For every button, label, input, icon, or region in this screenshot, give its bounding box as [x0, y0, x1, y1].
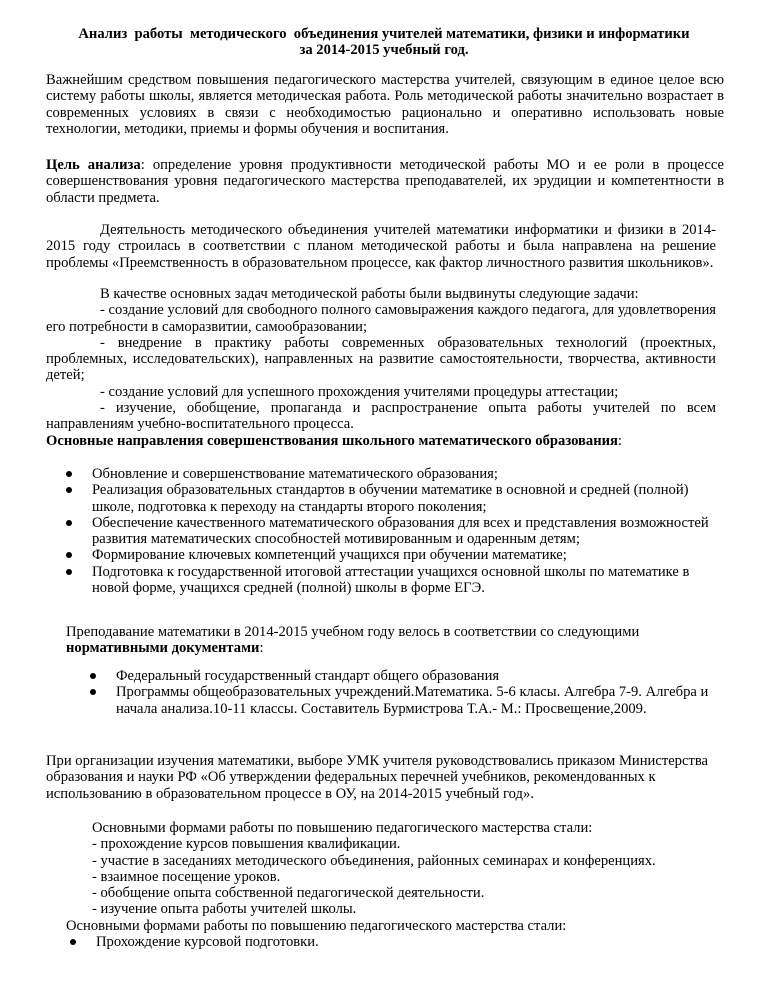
- activity-paragraph: Деятельность методического объединения учителей математики информатики и физики в 2014-2015 году строилась в соответствии с планом методической работы и была направлена на решение проблемы «Преемственность в образовательном процессе, как фактор личностного развития школьников».: [46, 222, 716, 271]
- list-item-text: Федеральный государственный стандарт общего образования: [116, 668, 500, 684]
- normative-list: [90, 668, 710, 717]
- list-item: [66, 466, 722, 482]
- list-item: [66, 482, 722, 515]
- forms-block: [46, 820, 716, 950]
- task-item: - создание условий для свободного полного самовыражения каждого педагога, для удовлетворения его потребности в саморазвитии, самообразовании;: [46, 302, 716, 335]
- form-item: - изучение опыта работы учителей школы.: [92, 901, 357, 918]
- list-item: [66, 515, 722, 548]
- bullet-icon: [66, 471, 72, 477]
- normative-text: Преподавание математики в 2014-2015 учебном году велось в соответствии со следующими: [66, 624, 640, 640]
- tasks-intro: В качестве основных задач методической работы были выдвинуты следующие задачи:: [100, 286, 639, 302]
- list-item-text: Прохождение курсовой подготовки.: [96, 934, 319, 951]
- task-item: - изучение, обобщение, пропаганда и распространение опыта работы учителей по всем направлениям учебно-воспитательного процесса.: [46, 400, 716, 433]
- bullet-icon: [66, 487, 72, 493]
- goal-paragraph: [46, 157, 724, 206]
- list-item-text: Обновление и совершенствование математического образования;: [92, 466, 498, 482]
- document-title: [40, 26, 728, 59]
- task-item: - внедрение в практику работы современных образовательных технологий (проектных, проблемных, исследовательских), направленных на развитие самостоятельности, творчества, активности детей;: [46, 334, 716, 384]
- directions-heading: [46, 433, 736, 449]
- form-item: - взаимное посещение уроков.: [92, 868, 281, 885]
- forms-intro: Основными формами работы по повышению педагогического мастерства стали:: [92, 820, 593, 836]
- list-item: [66, 547, 722, 563]
- list-item-text: Подготовка к государственной итоговой аттестации учащихся основной школы по математике в новой форме, учащихся средней (полной) школы в форме ЕГЭ.: [92, 563, 690, 597]
- tasks-block: [46, 286, 716, 433]
- list-item-text: Программы общеобразовательных учреждений.Математика. 5-6 класы. Алгебра 7-9. Алгебра и начала анализа.10-11 классы. Составитель Бурмистрова Т.А.- М.: Просвещение,2009.: [116, 684, 709, 717]
- goal-text: : определение уровня продуктивности методической работы МО и ее роли в процессе совершенствования уровня педагогического мастерства преподавателей, их эрудиции и компетентности в области предмета.: [46, 157, 724, 206]
- directions-list: [66, 466, 722, 596]
- normative-paragraph: [66, 624, 696, 657]
- normative-bold: нормативными документами: [66, 640, 260, 657]
- directions-heading-text: Основные направления совершенствования школьного математического образования: [46, 433, 618, 449]
- list-item-text: Реализация образовательных стандартов в обучении математике в основной и средней (полной) школе, подготовка к переходу на стандарты второго поколения;: [92, 482, 689, 515]
- bullet-icon: [70, 939, 76, 945]
- task-item: - создание условий для успешного прохождения учителями процедуры аттестации;: [100, 383, 619, 400]
- list-item: [90, 668, 710, 684]
- bullet-icon: [90, 673, 96, 679]
- goal-label: Цель анализа: [46, 157, 141, 173]
- list-item: [90, 684, 710, 717]
- list-item: [66, 564, 722, 597]
- form-item: - обобщение опыта собственной педагогической деятельности.: [92, 885, 485, 902]
- list-item: [46, 934, 716, 950]
- directions-colon: :: [617, 433, 622, 449]
- form-item: - участие в заседаниях методического объединения, районных семинарах и конференциях.: [92, 852, 656, 869]
- form-item: - прохождение курсов повышения квалификации.: [92, 836, 401, 853]
- list-item-text: Формирование ключевых компетенций учащихся при обучении математике;: [92, 547, 567, 564]
- bullet-icon: [66, 552, 72, 558]
- forms-intro-2: Основными формами работы по повышению педагогического мастерства стали:: [66, 917, 567, 934]
- title-line-2: за 2014-2015 учебный год.: [299, 42, 469, 59]
- bullet-icon: [66, 569, 72, 575]
- list-item-text: Обеспечение качественного математического образования для всех и представления возможностей развития математических способностей мотивированным и одаренным детям;: [92, 514, 709, 548]
- bullet-icon: [90, 689, 96, 695]
- bullet-icon: [66, 520, 72, 526]
- title-line-1: Анализ работы методического объединения учителей математики, физики и информатики: [78, 26, 690, 42]
- normative-colon: :: [259, 640, 264, 657]
- intro-paragraph: Важнейшим средством повышения педагогического мастерства учителей, связующим в единое целое всю систему работы школы, является методическая работа. Роль методической работы значительно возрастает в современных условиях в связи с необходимостью рационально и оперативно использовать новые технологии, методики, приемы и формы обучения и воспитания.: [46, 72, 724, 137]
- umk-paragraph: При организации изучения математики, выборе УМК учителя руководствовались приказом Министерства образования и науки РФ «Об утверждении федеральных перечней учебников, рекомендованных к использованию в образовательном процессе в ОУ, на 2014-2015 учебный год».: [46, 753, 709, 802]
